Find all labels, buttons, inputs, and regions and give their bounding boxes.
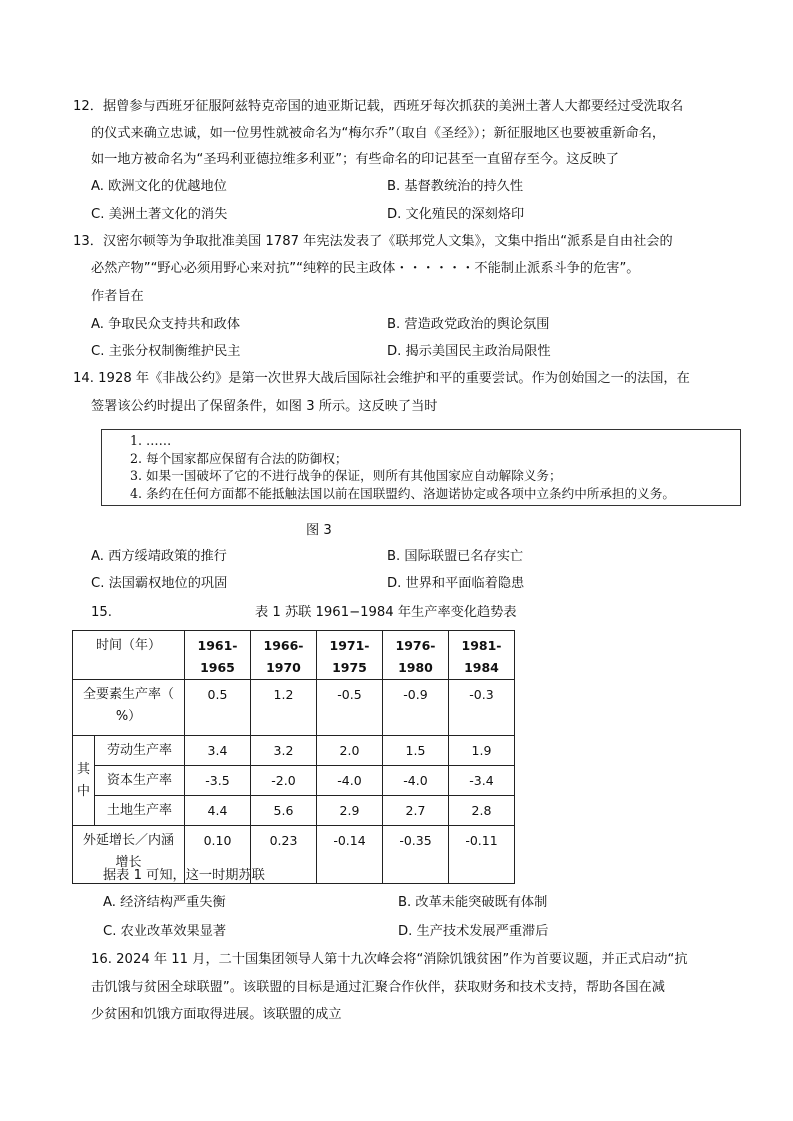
table-cell: -0.3 bbox=[449, 680, 515, 736]
q12-option-c: C. 美洲土著文化的消失 bbox=[91, 207, 228, 222]
header-period: 1961-1965 bbox=[185, 631, 251, 680]
table-cell: -0.35 bbox=[383, 826, 449, 884]
table-cell: 5.6 bbox=[251, 796, 317, 826]
table-cell: -0.5 bbox=[317, 680, 383, 736]
q12-option-d: D. 文化殖民的深刻烙印 bbox=[387, 207, 525, 222]
q15-option-d: D. 生产技术发展严重滞后 bbox=[398, 924, 549, 939]
q13-option-c: C. 主张分权制衡维护民主 bbox=[91, 344, 241, 359]
q14-line-1: 14. 1928 年《非战公约》是第一次世界大战后国际社会维护和平的重要尝试。作为创始国之一的法国，在 bbox=[73, 371, 690, 386]
table-cell: 2.7 bbox=[383, 796, 449, 826]
q14-option-a: A. 西方绥靖政策的推行 bbox=[91, 549, 227, 564]
table-row bbox=[73, 680, 515, 736]
table-cell: -0.14 bbox=[317, 826, 383, 884]
q15-stem: 据表 1 可知，这一时期苏联 bbox=[103, 868, 265, 883]
figure-3-caption: 图 3 bbox=[306, 523, 332, 538]
row-label: 资本生产率 bbox=[95, 766, 185, 796]
quote-line-1: 1. …… bbox=[130, 433, 172, 448]
table-row bbox=[73, 766, 515, 796]
row-label: 劳动生产率 bbox=[95, 736, 185, 766]
table-cell: 0.23 bbox=[251, 826, 317, 884]
table-cell: -0.11 bbox=[449, 826, 515, 884]
q12-line-3: 如一地方被命名为“圣玛利亚德拉维多利亚”；有些命名的印记甚至一直留存至今。这反映了 bbox=[91, 152, 619, 167]
q14-option-b: B. 国际联盟已名存实亡 bbox=[387, 549, 524, 564]
q13-option-d: D. 揭示美国民主政治局限性 bbox=[387, 344, 551, 359]
q15-option-c: C. 农业改革效果显著 bbox=[103, 924, 227, 939]
row-label: 土地生产率 bbox=[95, 796, 185, 826]
table-cell: 0.10 bbox=[185, 826, 251, 884]
q13-line-3: 作者旨在 bbox=[91, 289, 144, 304]
q12-line-1: 12．据曾参与西班牙征服阿兹特克帝国的迪亚斯记载，西班牙每次抓获的美洲土著人大都要经过受洗取名 bbox=[73, 99, 684, 114]
table-row bbox=[73, 796, 515, 826]
q15-number: 15. bbox=[91, 605, 112, 620]
table-cell: -3.4 bbox=[449, 766, 515, 796]
q13-line-2: 必然产物”“野心必须用野心来对抗”“纯粹的民主政体・・・・・・不能制止派系斗争的危害”。 bbox=[91, 261, 640, 276]
table-cell: 1.2 bbox=[251, 680, 317, 736]
header-period: 1971-1975 bbox=[317, 631, 383, 680]
q13-option-b: B. 营造政党政治的舆论氛围 bbox=[387, 317, 550, 332]
table-cell: -4.0 bbox=[317, 766, 383, 796]
table-cell: 1.9 bbox=[449, 736, 515, 766]
q15-option-a: A. 经济结构严重失衡 bbox=[103, 895, 226, 910]
q14-line-2: 签署该公约时提出了保留条件，如图 3 所示。这反映了当时 bbox=[91, 399, 438, 414]
q12-option-b: B. 基督教统治的持久性 bbox=[387, 179, 524, 194]
row-label-extensive-intensive: 外延增长／内涵 增长 bbox=[73, 826, 185, 884]
row-label-total-factor: 全要素生产率（ %） bbox=[73, 680, 185, 736]
table-cell: 2.8 bbox=[449, 796, 515, 826]
header-time: 时间（年） bbox=[73, 631, 185, 680]
table-cell: 4.4 bbox=[185, 796, 251, 826]
table-cell: -2.0 bbox=[251, 766, 317, 796]
quote-line-2: 2. 每个国家都应保留有合法的防御权； bbox=[130, 450, 348, 466]
productivity-table bbox=[72, 630, 515, 884]
q15-option-b: B. 改革未能突破既有体制 bbox=[398, 895, 548, 910]
header-period: 1976-1980 bbox=[383, 631, 449, 680]
q14-option-c: C. 法国霸权地位的巩固 bbox=[91, 576, 228, 591]
header-period: 1981-1984 bbox=[449, 631, 515, 680]
quote-line-4: 4. 条约在任何方面都不能抵触法国以前在国联盟约、洛迦诺协定或各项中立条约中所承担的义务。 bbox=[130, 485, 675, 501]
q16-line-1: 16. 2024 年 11 月，二十国集团领导人第十九次峰会将“消除饥饿贫困”作为首要议题，并正式启动“抗 bbox=[91, 952, 688, 967]
table-cell: 1.5 bbox=[383, 736, 449, 766]
group-label-qizhong: 其 中 bbox=[73, 736, 95, 826]
q16-line-2: 击饥饿与贫困全球联盟”。该联盟的目标是通过汇聚合作伙伴，获取财务和技术支持，帮助各国在减 bbox=[91, 980, 665, 995]
table-1-title: 表 1 苏联 1961−1984 年生产率变化趋势表 bbox=[255, 605, 517, 620]
table-cell: -3.5 bbox=[185, 766, 251, 796]
table-cell: 3.4 bbox=[185, 736, 251, 766]
table-cell: 2.9 bbox=[317, 796, 383, 826]
q14-option-d: D. 世界和平面临着隐患 bbox=[387, 576, 525, 591]
table-cell: 3.2 bbox=[251, 736, 317, 766]
figure-3-quote-box bbox=[101, 429, 741, 506]
table-row bbox=[73, 736, 515, 766]
quote-line-3: 3. 如果一国破坏了它的不进行战争的保证，则所有其他国家应自动解除义务； bbox=[130, 468, 562, 483]
q16-line-3: 少贫困和饥饿方面取得进展。该联盟的成立 bbox=[91, 1007, 342, 1022]
table-cell: -0.9 bbox=[383, 680, 449, 736]
q13-line-1: 13．汉密尔顿等为争取批准美国 1787 年宪法发表了《联邦党人文集》，文集中指出“派系是自由社会的 bbox=[73, 234, 673, 249]
table-cell: 2.0 bbox=[317, 736, 383, 766]
table-cell: -4.0 bbox=[383, 766, 449, 796]
q13-option-a: A. 争取民众支持共和政体 bbox=[91, 317, 241, 332]
q12-option-a: A. 欧洲文化的优越地位 bbox=[91, 179, 227, 194]
header-period: 1966-1970 bbox=[251, 631, 317, 680]
table-cell: 0.5 bbox=[185, 680, 251, 736]
table-header-row bbox=[73, 631, 515, 680]
q12-line-2: 的仪式来确立忠诚，如一位男性就被命名为“梅尔乔”（取自《圣经》）；新征服地区也要被重新命名， bbox=[91, 126, 666, 141]
